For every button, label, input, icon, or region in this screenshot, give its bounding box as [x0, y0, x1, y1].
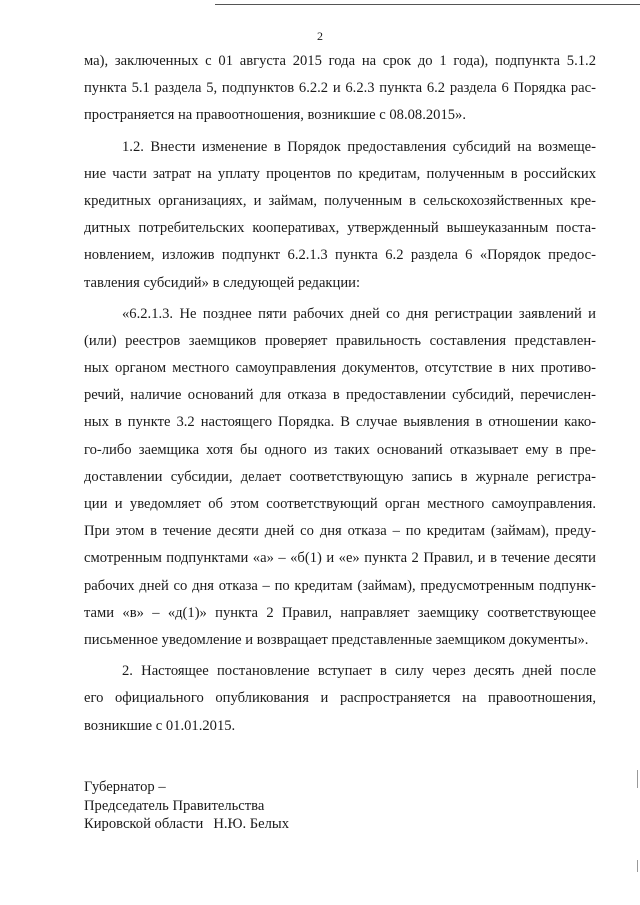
paragraph: [84, 301, 596, 654]
paragraph-line: письменное уведомление и возвращает представленные заемщиком документы».: [84, 631, 589, 648]
signature-title-chairman: Председатель Правительства: [84, 797, 265, 814]
signature-title-governor: Губернатор –: [84, 779, 166, 795]
document-body: [84, 48, 596, 740]
paragraph-line: смотренным подпунктами «а» – «б(1) и «е» пункта 2 Правил, и в течение десяти: [84, 550, 596, 567]
paragraph-line: «6.2.1.3. Не позднее пяти рабочих дней со дня регистрации заявлений и: [122, 305, 596, 322]
paragraph-line: кредитных организациях, и займам, полученным в сельскохозяйственных кре-: [84, 192, 596, 209]
paragraph: [84, 658, 596, 740]
paragraph-line: ных в пункте 3.2 настоящего Порядка. В случае выявления в отношении како-: [84, 414, 596, 431]
signature-region-line: [84, 815, 289, 834]
signature-region: Кировской области: [84, 816, 204, 832]
scan-edge-mark: [637, 770, 638, 788]
paragraph-line: новлением, изложив подпункт 6.2.1.3 пункта 6.2 раздела 6 «Порядок предос-: [84, 247, 596, 264]
signature-block: [84, 778, 289, 834]
paragraph-line: тавления субсидий» в следующей редакции:: [84, 274, 361, 291]
paragraph: [84, 48, 596, 130]
scan-edge-mark: [637, 860, 638, 872]
paragraph-line: рабочих дней со дня отказа – по кредитам (займам), предусмотренным подпунк-: [84, 577, 596, 594]
paragraph-line: го-либо заемщика хотя бы одного из таких оснований отказывает ему в пре-: [84, 441, 596, 458]
paragraph-line: возникшие с 01.01.2015.: [84, 717, 236, 734]
paragraph-line: 1.2. Внести изменение в Порядок предоставления субсидий на возмеще-: [122, 138, 596, 155]
paragraph-line: ние части затрат на уплату процентов по кредитам, полученным в российских: [84, 165, 596, 182]
paragraph-line: ма), заключенных с 01 августа 2015 года на срок до 1 года), подпункта 5.1.2: [84, 53, 596, 69]
paragraph-line: ции и уведомляет об этом соответствующий орган местного самоуправления.: [84, 496, 596, 512]
paragraph: [84, 134, 596, 297]
paragraph-line: его официального опубликования и распространяется на правоотношения,: [84, 690, 596, 707]
paragraph-line: ных органом местного самоуправления документов, отсутствие в них противо-: [84, 360, 596, 377]
paragraph-line: При этом в течение десяти дней со дня отказа – по кредитам (займам), преду-: [84, 523, 596, 540]
paragraph-line: дитных потребительских кооперативах, утвержденный вышеуказанным поста-: [84, 220, 596, 237]
paragraph-line: тами «в» – «д(1)» пункта 2 Правил, направляет заемщику соответствующее: [84, 604, 596, 621]
paragraph-line: (или) реестров заемщиков проверяет правильность составления представлен-: [84, 332, 596, 349]
paragraph-line: пространяется на правоотношения, возникшие с 08.08.2015».: [84, 107, 466, 124]
signatory-name: Н.Ю. Белых: [213, 816, 290, 832]
page-number: 2: [317, 29, 323, 43]
top-rule: [215, 4, 640, 5]
paragraph-line: 2. Настоящее постановление вступает в силу через десять дней после: [122, 663, 596, 680]
paragraph-line: пункта 5.1 раздела 5, подпунктов 6.2.2 и 6.2.3 пункта 6.2 раздела 6 Порядка рас-: [84, 80, 596, 97]
paragraph-line: речий, наличие оснований для отказа в предоставлении субсидий, перечислен-: [84, 387, 596, 404]
paragraph-line: доставлении субсидии, делает соответствующую запись в журнале регистра-: [84, 468, 596, 485]
